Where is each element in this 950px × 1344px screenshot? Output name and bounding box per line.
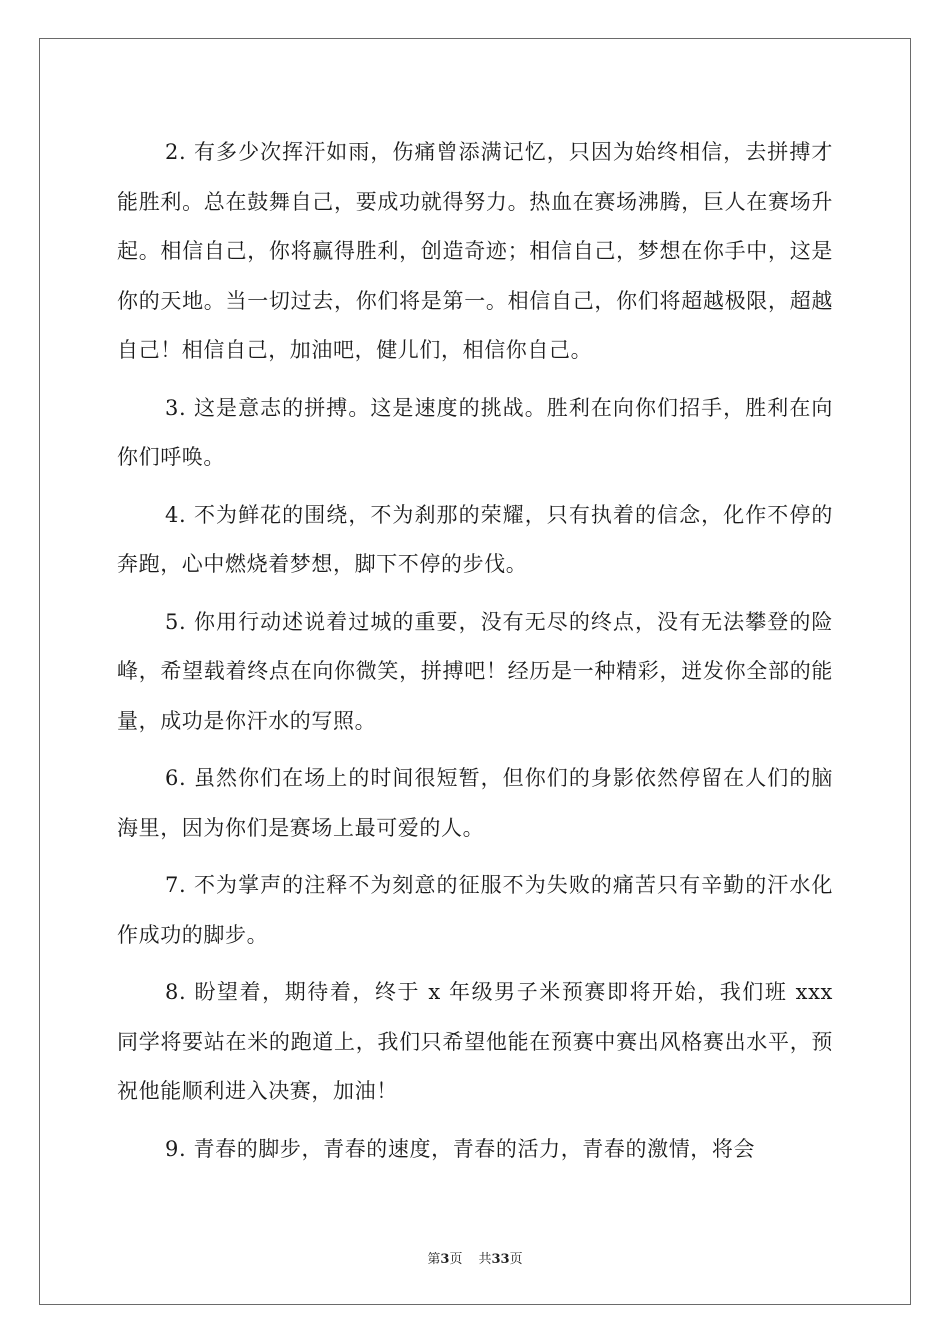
paragraph-5: 5. 你用行动述说着过城的重要，没有无尽的终点，没有无法攀登的险峰，希望载着终点在向你微笑，拼搏吧！经历是一种精彩，迸发你全部的能量，成功是你汗水的写照。	[117, 609, 833, 733]
paragraph-6: 6. 虽然你们在场上的时间很短暂，但你们的身影依然停留在人们的脑海里，因为你们是赛场上最可爱的人。	[117, 766, 833, 840]
paragraph-3: 3. 这是意志的拼搏。这是速度的挑战。胜利在向你们招手，胜利在向你们呼唤。	[117, 395, 833, 469]
total-prefix: 共	[478, 1252, 492, 1267]
page-footer	[0, 1248, 950, 1267]
total-suffix: 页	[509, 1252, 523, 1267]
page-total: 33	[491, 1252, 510, 1267]
page-current: 3	[440, 1252, 450, 1267]
paragraph-2: 2. 有多少次挥汗如雨，伤痛曾添满记忆，只因为始终相信，去拼搏才能胜利。总在鼓舞自己，要成功就得努力。热血在赛场沸腾，巨人在赛场升起。相信自己，你将赢得胜利，创造奇迹；相信自己，梦想在你手中，这是你的天地。当一切过去，你们将是第一。相信自己，你们将超越极限，超越自己！相信自己，加油吧，健儿们，相信你自己。	[117, 140, 833, 362]
paragraph-8: 8. 盼望着，期待着，终于 x 年级男子米预赛即将开始，我们班 xxx 同学将要站在米的跑道上，我们只希望他能在预赛中赛出风格赛出水平，预祝他能顺利进入决赛，加油！	[117, 980, 833, 1103]
paragraph-7: 7. 不为掌声的注释不为刻意的征服不为失败的痛苦只有辛勤的汗水化作成功的脚步。	[117, 873, 833, 947]
page-prefix: 第	[427, 1252, 441, 1267]
paragraph-4: 4. 不为鲜花的围绕，不为刹那的荣耀，只有执着的信念，化作不停的奔跑，心中燃烧着梦想，脚下不停的步伐。	[117, 502, 833, 576]
paragraph-9: 9. 青春的脚步，青春的速度，青春的活力，青春的激情，将会	[165, 1136, 756, 1161]
document-body	[117, 128, 833, 1182]
page-suffix: 页	[449, 1252, 463, 1267]
